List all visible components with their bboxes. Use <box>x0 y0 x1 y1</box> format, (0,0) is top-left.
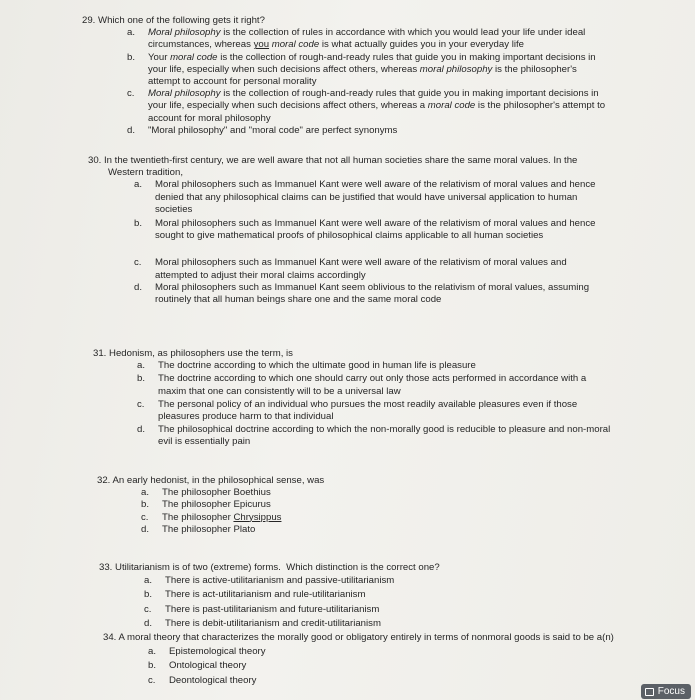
option-line: There is debit-utilitarianism and credit-utilitarianism <box>165 617 381 629</box>
option-31b[interactable] <box>137 373 653 397</box>
option-30b[interactable] <box>134 218 648 242</box>
option-line: The philosophical doctrine according to which the non-morally good is reducible to pleasure and non-moral <box>158 424 611 436</box>
option-34b[interactable] <box>148 660 663 672</box>
option-line: attempt to account for personal morality <box>148 76 317 88</box>
option-label: a. <box>127 27 136 39</box>
question-number: 29. <box>82 15 96 26</box>
question-text-cont: Western tradition, <box>108 167 184 179</box>
option-line: The doctrine according to which the ultimate good in human life is pleasure <box>158 360 476 372</box>
option-line: "Moral philosophy" and "moral code" are perfect synonyms <box>148 124 398 136</box>
option-label: a. <box>141 487 150 499</box>
option-label: c. <box>127 88 135 100</box>
option-line: The philosopher Epicurus <box>162 499 271 511</box>
question-34 <box>103 632 663 687</box>
option-line: There is act-utilitarianism and rule-utilitarianism <box>165 589 366 601</box>
option-line: Moral philosophy is the collection of rough-and-ready rules that guide you in making important decisions in <box>148 88 599 100</box>
option-33a[interactable] <box>144 575 619 587</box>
focus-label: Focus <box>657 686 685 697</box>
option-label: c. <box>144 603 152 615</box>
option-30c[interactable] <box>134 257 648 281</box>
question-30 <box>88 155 648 306</box>
option-label: b. <box>127 51 136 63</box>
option-label: a. <box>144 575 153 587</box>
option-32b[interactable] <box>141 499 617 511</box>
option-label: c. <box>141 511 149 523</box>
option-label: b. <box>137 373 146 385</box>
option-line: Ontological theory <box>169 660 247 672</box>
option-30a[interactable] <box>134 179 648 216</box>
option-label: a. <box>148 646 157 658</box>
option-line: denied that any philosophical claims can be justified that would have universal application to human <box>155 191 578 203</box>
option-line: Moral philosophers such as Immanuel Kant were well aware of the relativism of moral values and <box>155 257 567 269</box>
option-31c[interactable] <box>137 399 653 423</box>
option-line: pleasures produce harm to that individual <box>158 411 334 423</box>
option-line: The personal policy of an individual who pursues the most readily available pleasures even if those <box>158 398 578 410</box>
option-33c[interactable] <box>144 604 619 616</box>
option-33b[interactable] <box>144 589 619 601</box>
option-label: b. <box>134 218 143 230</box>
option-34a[interactable] <box>148 646 663 658</box>
option-32c[interactable] <box>141 512 617 524</box>
question-number: 30. <box>88 155 102 166</box>
option-label: b. <box>144 589 153 601</box>
question-text: A moral theory that characterizes the morally good or obligatory entirely in terms of nonmoral goods is said to be a(n) <box>118 632 614 643</box>
option-line: Epistemological theory <box>169 646 266 658</box>
option-line: societies <box>155 203 193 215</box>
option-line: The philosopher Plato <box>162 523 256 535</box>
option-label: d. <box>134 281 143 293</box>
question-33 <box>99 562 619 630</box>
option-29a[interactable] <box>127 27 642 51</box>
option-29b[interactable] <box>127 52 642 89</box>
option-line: your life, especially when such decisions affect others, whereas a moral code is the philosopher's attempt to <box>148 100 606 112</box>
option-line: The philosopher Boethius <box>162 487 271 499</box>
option-line: There is active-utilitarianism and passive-utilitarianism <box>165 575 395 587</box>
question-text: Hedonism, as philosophers use the term, is <box>109 348 293 359</box>
chrysippus-word: Chrysippus <box>233 511 282 523</box>
option-label: b. <box>148 660 157 672</box>
option-label: c. <box>137 398 145 410</box>
question-number: 31. <box>93 348 107 359</box>
option-31d[interactable] <box>137 424 653 448</box>
option-line: routinely that all human beings share one and the same moral code <box>155 294 442 306</box>
option-32a[interactable] <box>141 487 617 499</box>
option-line: The philosopher Chrysippus <box>162 511 282 523</box>
option-label: a. <box>137 360 146 372</box>
option-line: your life, especially when such decisions affect others, whereas moral philosophy is the philosopher's <box>148 63 577 75</box>
option-31a[interactable] <box>137 360 653 372</box>
option-label: d. <box>141 523 150 535</box>
option-line: evil is essentially pain <box>158 436 251 448</box>
option-label: d. <box>127 124 136 136</box>
option-label: c. <box>148 674 156 686</box>
option-line: Your moral code is the collection of rough-and-ready rules that guide you in making important decisions in <box>148 51 596 63</box>
option-line: Moral philosophy is the collection of rules in accordance with which you would lead your life under ideal <box>148 27 586 39</box>
option-line: circumstances, whereas you moral code is what actually guides you in your everyday life <box>148 39 524 51</box>
option-line: There is past-utilitarianism and future-utilitarianism <box>165 603 380 615</box>
option-label: b. <box>141 499 150 511</box>
question-text: An early hedonist, in the philosophical sense, was <box>112 475 325 486</box>
focus-button[interactable] <box>641 684 691 699</box>
option-34c[interactable] <box>148 675 663 687</box>
option-29d[interactable] <box>127 125 642 137</box>
option-label: c. <box>134 257 142 269</box>
option-line: Moral philosophers such as Immanuel Kant seem oblivious to the relativism of moral values, assuming <box>155 281 590 293</box>
question-number: 32. <box>97 475 111 486</box>
option-line: Moral philosophers such as Immanuel Kant were well aware of the relativism of moral values and hence <box>155 179 596 191</box>
option-line: The doctrine according to which one should carry out only those acts performed in accordance with a <box>158 373 587 385</box>
option-label: d. <box>144 617 153 629</box>
option-line: maxim that one can consistently will to be a universal law <box>158 385 401 397</box>
question-number: 33. <box>99 562 113 573</box>
option-line: Moral philosophers such as Immanuel Kant were well aware of the relativism of moral values and hence <box>155 218 596 230</box>
question-text: In the twentieth-first century, we are well aware that not all human societies share the same moral values. In the <box>104 155 578 166</box>
question-text: Utilitarianism is of two (extreme) forms. Which distinction is the correct one? <box>115 562 440 573</box>
option-33d[interactable] <box>144 618 619 630</box>
option-32d[interactable] <box>141 524 617 536</box>
question-32 <box>97 475 617 536</box>
question-29 <box>82 15 642 137</box>
focus-icon <box>645 688 654 696</box>
option-line: account for moral philosophy <box>148 112 271 124</box>
option-line: sought to give mathematical proofs of philosophical claims applicable to all human societies <box>155 230 544 242</box>
option-line: Deontological theory <box>169 674 257 686</box>
option-29c[interactable] <box>127 88 642 125</box>
question-number: 34. <box>103 632 117 643</box>
option-line: attempted to adjust their moral claims accordingly <box>155 269 366 281</box>
option-30d[interactable] <box>134 282 648 306</box>
option-label: d. <box>137 424 146 436</box>
question-31 <box>93 348 653 449</box>
option-label: a. <box>134 179 143 191</box>
question-text: Which one of the following gets it right? <box>98 15 265 26</box>
